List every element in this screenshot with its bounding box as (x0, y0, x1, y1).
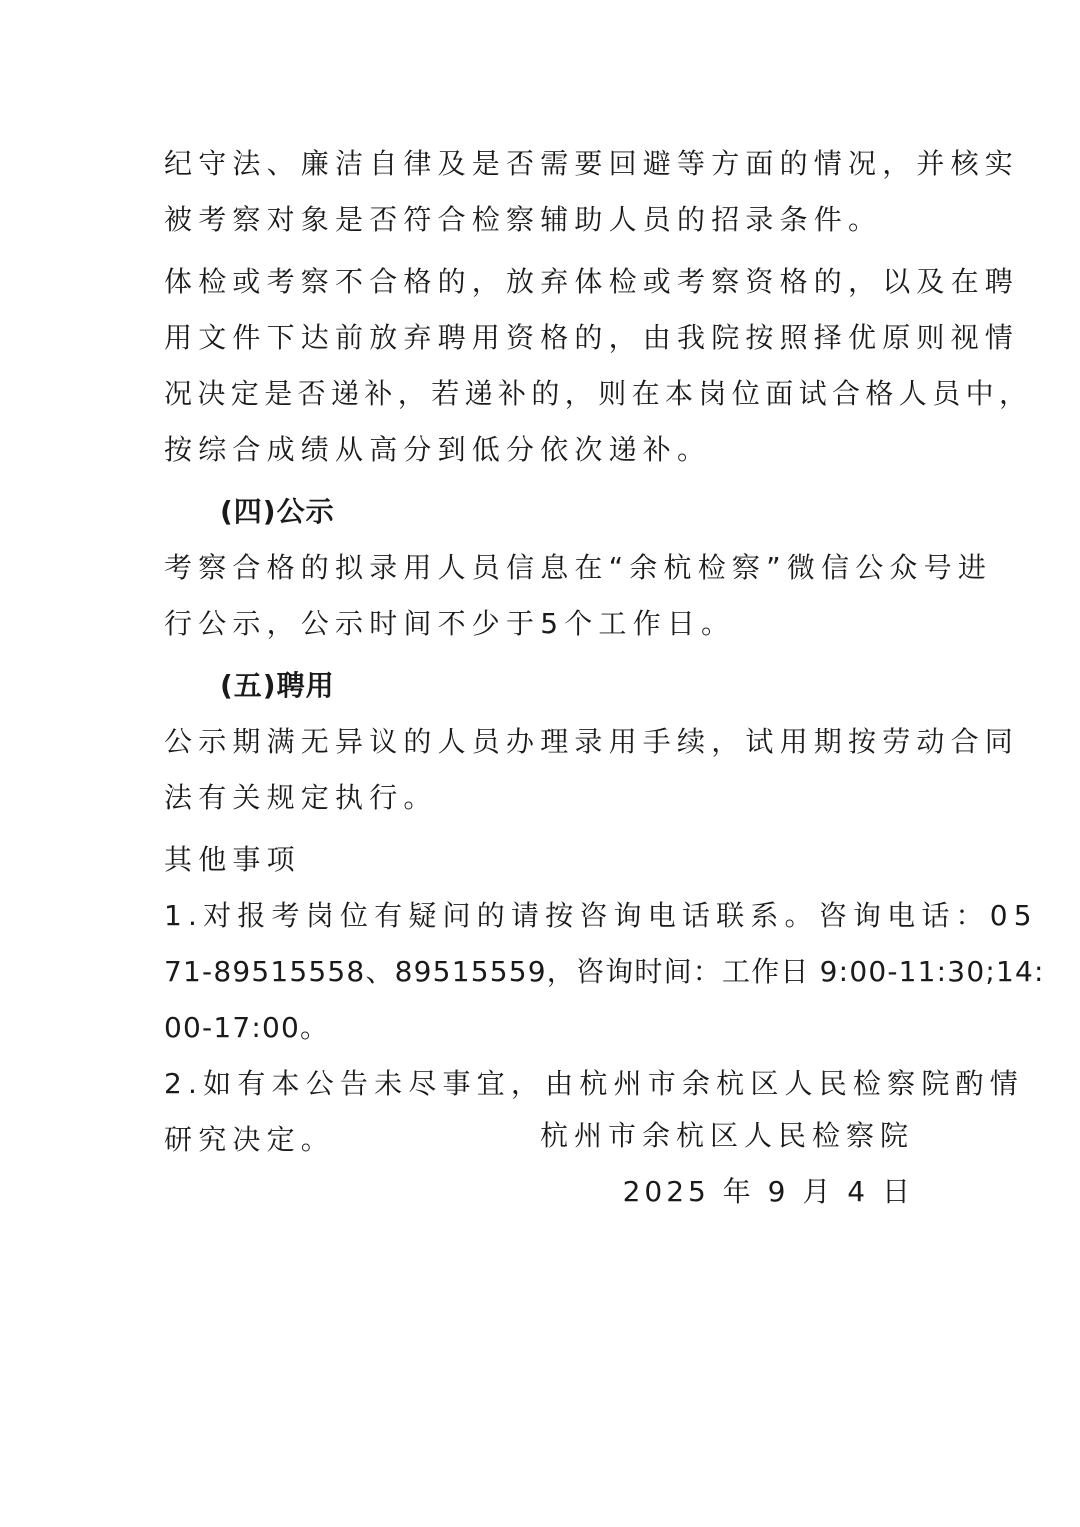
section-publicity (164, 484, 993, 652)
section-heading-employment: (五)聘用 (220, 669, 335, 702)
section-employment (164, 658, 1020, 826)
text-line: 71-89515558、89515559，咨询时间：工作日 9:00-11:30;14: (164, 955, 1045, 988)
signature-organization: 杭州市余杭区人民检察院 (539, 1119, 914, 1152)
text-line: 行公示，公示时间不少于5个工作日。 (164, 607, 736, 640)
paragraph-replacement-rules (164, 254, 1033, 478)
section-heading-publicity: (四)公示 (220, 495, 335, 528)
paragraph-inspection-scope (164, 136, 1020, 248)
text-line: 00-17:00。 (164, 1011, 330, 1044)
text-line: 考察合格的拟录用人员信息在“余杭检察”微信公众号进 (164, 551, 993, 584)
text-line: 2.如有本公告未尽事宜，由杭州市余杭区人民检察院酌情 (164, 1067, 1024, 1100)
text-line: 况决定是否递补，若递补的，则在本岗位面试合格人员中， (164, 377, 1033, 410)
text-line: 法有关规定执行。 (164, 781, 438, 814)
text-line: 公示期满无异议的人员办理录用手续，试用期按劳动合同 (164, 725, 1020, 758)
text-line: 纪守法、廉洁自律及是否需要回避等方面的情况，并核实 (164, 147, 1020, 180)
text-line: 用文件下达前放弃聘用资格的，由我院按照择优原则视情 (164, 321, 1020, 354)
text-line: 1.对报考岗位有疑问的请按咨询电话联系。咨询电话：05 (164, 899, 1038, 932)
text-line: 被考察对象是否符合检察辅助人员的招录条件。 (164, 203, 883, 236)
section-title-other: 其他事项 (164, 843, 301, 876)
text-line: 体检或考察不合格的，放弃体检或考察资格的，以及在聘 (164, 265, 1020, 298)
text-line: 按综合成绩从高分到低分依次递补。 (164, 433, 712, 466)
signature-date: 2025 年 9 月 4 日 (622, 1175, 914, 1208)
text-line: 研究决定。 (164, 1123, 336, 1156)
document-body (164, 136, 1045, 1168)
